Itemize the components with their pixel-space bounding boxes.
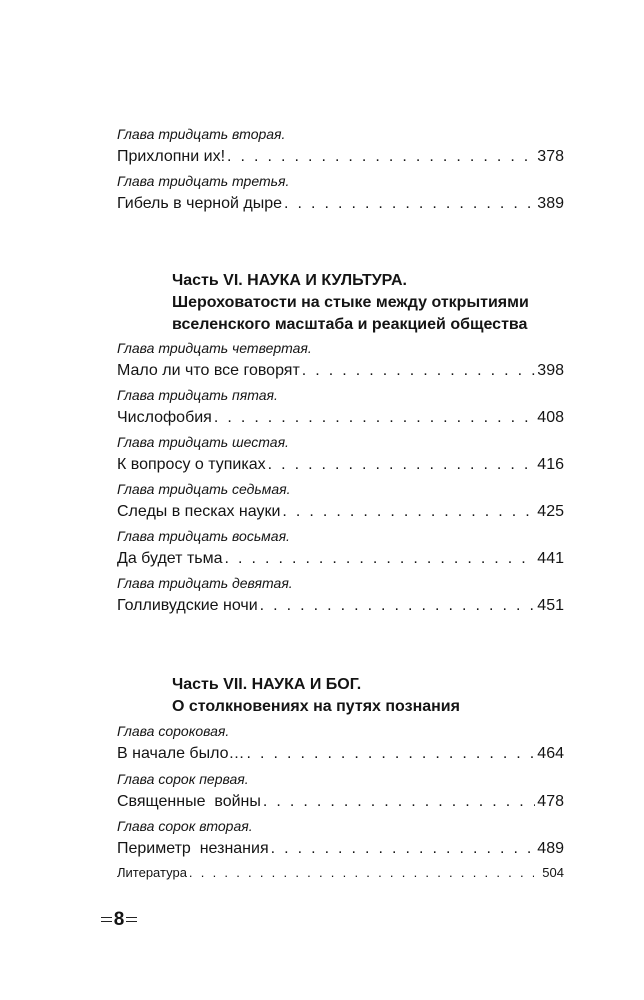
toc-entry <box>117 172 564 214</box>
page-number: 504 <box>542 865 564 880</box>
folio <box>101 909 137 931</box>
page-number: 451 <box>537 597 564 614</box>
chapter-number: Глава сорок первая. <box>117 771 249 787</box>
dot-leader <box>225 549 536 569</box>
page-number: 378 <box>537 148 564 165</box>
chapter-title: Периметр незнания <box>117 840 269 857</box>
toc-entry <box>117 770 564 812</box>
part-heading-line: Часть VI. НАУКА И КУЛЬТУРА. <box>172 272 407 289</box>
toc-entry-literature <box>117 864 564 882</box>
chapter-number: Глава тридцать седьмая. <box>117 481 291 497</box>
chapter-title: Священные войны <box>117 793 261 810</box>
chapter-title: Следы в песках науки <box>117 503 281 520</box>
page-number: 416 <box>537 456 564 473</box>
dot-leader <box>284 194 535 214</box>
page-number: 441 <box>537 550 564 567</box>
chapter-title: Числофобия <box>117 409 212 426</box>
dot-leader <box>214 408 535 428</box>
chapter-title: Мало ли что все говорят <box>117 362 300 379</box>
dot-leader <box>271 839 536 859</box>
part-heading <box>172 674 592 718</box>
dot-leader <box>260 596 536 616</box>
chapter-title: В начале было… <box>117 745 245 762</box>
chapter-title: Прихлопни их! <box>117 148 226 165</box>
chapter-number: Глава тридцать третья. <box>117 173 290 189</box>
dot-leader <box>227 147 535 167</box>
chapter-title: К вопросу о тупиках <box>117 456 266 473</box>
chapter-number: Глава тридцать четвертая. <box>117 340 312 356</box>
page-number: 389 <box>537 195 564 212</box>
chapter-title: Голливудские ночи <box>117 597 258 614</box>
folio-number-wrap <box>101 909 137 931</box>
part-heading <box>172 270 592 336</box>
chapter-number: Глава сороковая. <box>117 723 230 739</box>
dot-leader <box>282 502 535 522</box>
page-number: 425 <box>537 503 564 520</box>
dot-leader <box>247 744 536 764</box>
toc-entry <box>117 386 564 428</box>
toc-entry <box>117 817 564 859</box>
toc-entry <box>117 722 564 764</box>
page-number: 398 <box>537 362 564 379</box>
chapter-title: Гибель в черной дыре <box>117 195 282 212</box>
literature-title: Литература <box>117 865 187 880</box>
part-heading-line: вселенского масштаба и реакцией общества <box>172 316 528 333</box>
toc-entry <box>117 339 564 381</box>
folio-number: 8 <box>113 909 125 930</box>
page-number: 464 <box>537 745 564 762</box>
dot-leader <box>268 455 536 475</box>
chapter-number: Глава сорок вторая. <box>117 818 253 834</box>
page-number: 408 <box>537 409 564 426</box>
toc-entry <box>117 574 564 616</box>
toc-entry <box>117 480 564 522</box>
part-heading-line: Часть VII. НАУКА И БОГ. <box>172 676 362 693</box>
chapter-number: Глава тридцать девятая. <box>117 575 293 591</box>
page-number: 489 <box>537 840 564 857</box>
page-number: 478 <box>537 793 564 810</box>
part-heading-line: О столкновениях на путях познания <box>172 698 460 715</box>
toc-entry <box>117 527 564 569</box>
chapter-number: Глава тридцать пятая. <box>117 387 278 403</box>
dot-leader <box>302 361 536 381</box>
dot-leader <box>189 864 534 882</box>
chapter-title: Да будет тьма <box>117 550 223 567</box>
toc-entry <box>117 125 564 167</box>
toc-entry <box>117 433 564 475</box>
dot-leader <box>263 792 535 812</box>
part-heading-line: Шероховатости на стыке между открытиями <box>172 294 529 311</box>
chapter-number: Глава тридцать вторая. <box>117 126 286 142</box>
chapter-number: Глава тридцать шестая. <box>117 434 289 450</box>
chapter-number: Глава тридцать восьмая. <box>117 528 290 544</box>
